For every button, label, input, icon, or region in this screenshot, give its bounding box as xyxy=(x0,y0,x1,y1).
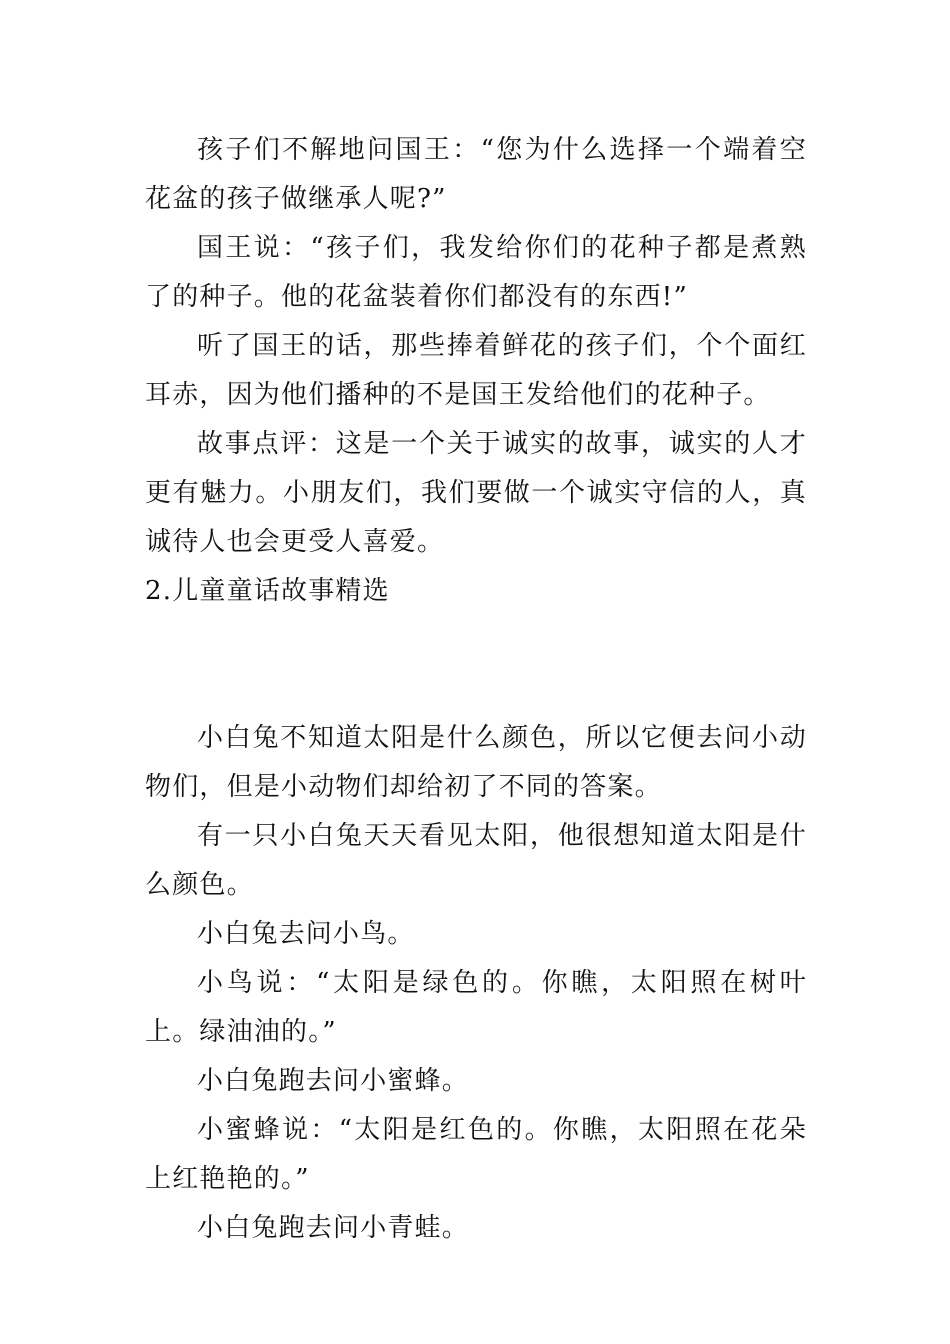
paragraph-bird-says: 小鸟说：“太阳是绿色的。你瞧，太阳照在树叶上。绿油油的。” xyxy=(145,968,807,1047)
section-spacer xyxy=(145,616,807,714)
paragraph-children-reaction: 听了国王的话，那些捧着鲜花的孩子们，个个面红耳赤，因为他们播种的不是国王发给他们的花种子。 xyxy=(145,331,807,410)
paragraph-rabbit-sees-sun: 有一只小白兔天天看见太阳，他很想知道太阳是什么颜色。 xyxy=(145,821,807,900)
paragraph-story-comment: 故事点评：这是一个关于诚实的故事，诚实的人才更有魅力。小朋友们，我们要做一个诚实守信的人，真诚待人也会更受人喜爱。 xyxy=(145,429,807,557)
paragraph-king-question: 孩子们不解地问国王：“您为什么选择一个端着空花盆的孩子做继承人呢?” xyxy=(145,135,807,214)
paragraph-bee-says: 小蜜蜂说：“太阳是红色的。你瞧，太阳照在花朵上红艳艳的。” xyxy=(145,1115,807,1194)
section-heading: 2.儿童童话故事精选 xyxy=(145,576,390,606)
paragraph-ask-frog: 小白兔跑去问小青蛙。 xyxy=(197,1213,470,1243)
paragraph-ask-bird: 小白兔去问小鸟。 xyxy=(197,919,415,949)
document-body xyxy=(145,126,807,1253)
paragraph-king-answer: 国王说：“孩子们，我发给你们的花种子都是煮熟了的种子。他的花盆装着你们都没有的东西!” xyxy=(145,233,807,312)
paragraph-rabbit-intro: 小白兔不知道太阳是什么颜色，所以它便去问小动物们，但是小动物们却给初了不同的答案。 xyxy=(145,723,807,802)
paragraph-ask-bee: 小白兔跑去问小蜜蜂。 xyxy=(197,1066,470,1096)
